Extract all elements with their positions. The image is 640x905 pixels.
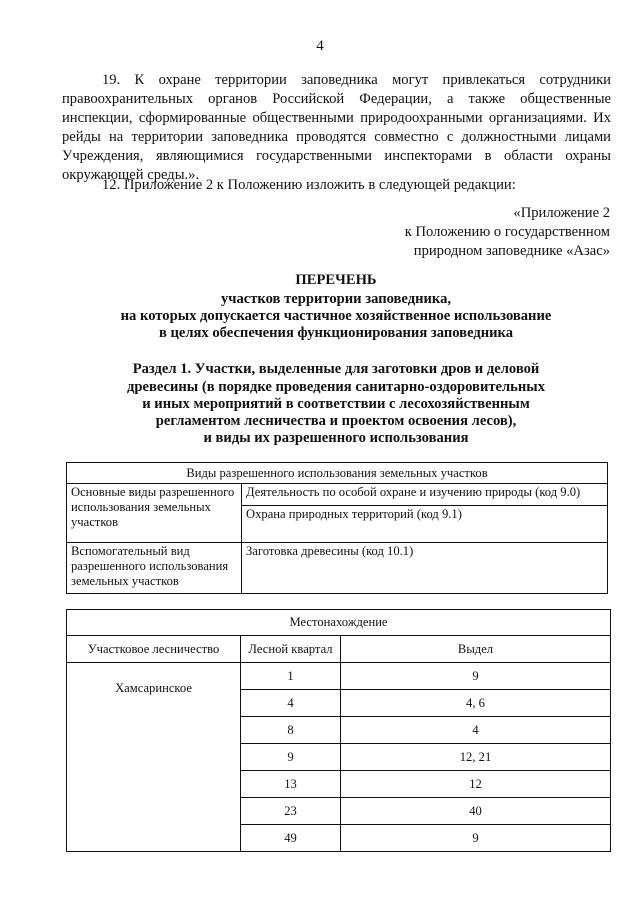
list-subtitle-1: участков территории заповедника, <box>220 291 452 307</box>
uses-table-header: Виды разрешенного использования земельных участков <box>67 463 608 484</box>
appendix-line-2: к Положению о государственном <box>404 224 610 240</box>
paragraph-19: 19. К охране территории заповедника могут привлекаться сотрудники правоохранительных органов Российской Федерации, а также общественные инспекции, сформированные общественными природоохранными организациями. Их рейды на территории заповедника проводятся совместно с должностными лицами Учреждения, являющимися государственными инспекторами в области охраны окружающей среды.». <box>62 72 611 183</box>
plot-cell: 12, 21 <box>341 744 611 771</box>
main-use-1: Деятельность по особой охране и изучению природы (код 9.0) <box>242 484 608 506</box>
appendix-line-1: «Приложение 2 <box>513 205 610 221</box>
list-subtitle-3: в целях обеспечения функционирования заповедника <box>158 325 514 341</box>
location-table <box>66 609 611 852</box>
quarter-cell: 4 <box>241 690 341 717</box>
column-header-plot: Выдел <box>341 636 611 663</box>
list-subtitle-2: на которых допускается частичное хозяйственное использование <box>120 308 552 324</box>
plot-cell: 9 <box>341 663 611 690</box>
appendix-reference <box>405 204 610 261</box>
section-heading-4: регламентом лесничества и проектом освоения лесов), <box>155 413 517 429</box>
plot-cell: 4 <box>341 717 611 744</box>
section-heading-2: древесины (в порядке проведения санитарно-оздоровительных <box>126 379 546 395</box>
plot-cell: 12 <box>341 771 611 798</box>
column-header-forestry: Участковое лесничество <box>67 636 241 663</box>
section-heading-3: и иных мероприятий в соответствии с лесохозяйственным <box>142 396 530 412</box>
list-title: ПЕРЕЧЕНЬ <box>295 272 377 288</box>
column-header-quarter: Лесной квартал <box>241 636 341 663</box>
forestry-name: Хамсаринское <box>67 663 241 852</box>
section-heading-5: и виды их разрешенного использования <box>203 430 469 446</box>
paragraph-12: 12. Приложение 2 к Положению изложить в следующей редакции: <box>102 177 516 193</box>
page-number: 4 <box>316 38 324 54</box>
location-caption: Местонахождение <box>67 610 611 636</box>
plot-cell: 9 <box>341 825 611 852</box>
quarter-cell: 23 <box>241 798 341 825</box>
quarter-cell: 8 <box>241 717 341 744</box>
aux-use: Заготовка древесины (код 10.1) <box>242 543 608 594</box>
plot-cell: 40 <box>341 798 611 825</box>
appendix-line-3: природном заповеднике «Азас» <box>413 243 610 259</box>
aux-use-label: Вспомогательный вид разрешенного использования земельных участков <box>67 543 242 594</box>
quarter-cell: 49 <box>241 825 341 852</box>
plot-cell: 4, 6 <box>341 690 611 717</box>
main-uses-label: Основные виды разрешенного использования земельных участков <box>67 484 242 543</box>
quarter-cell: 13 <box>241 771 341 798</box>
quarter-cell: 1 <box>241 663 341 690</box>
main-use-2: Охрана природных территорий (код 9.1) <box>242 506 608 543</box>
section-heading-1: Раздел 1. Участки, выделенные для заготовки дров и деловой <box>132 361 540 377</box>
quarter-cell: 9 <box>241 744 341 771</box>
permitted-uses-table <box>66 462 608 594</box>
